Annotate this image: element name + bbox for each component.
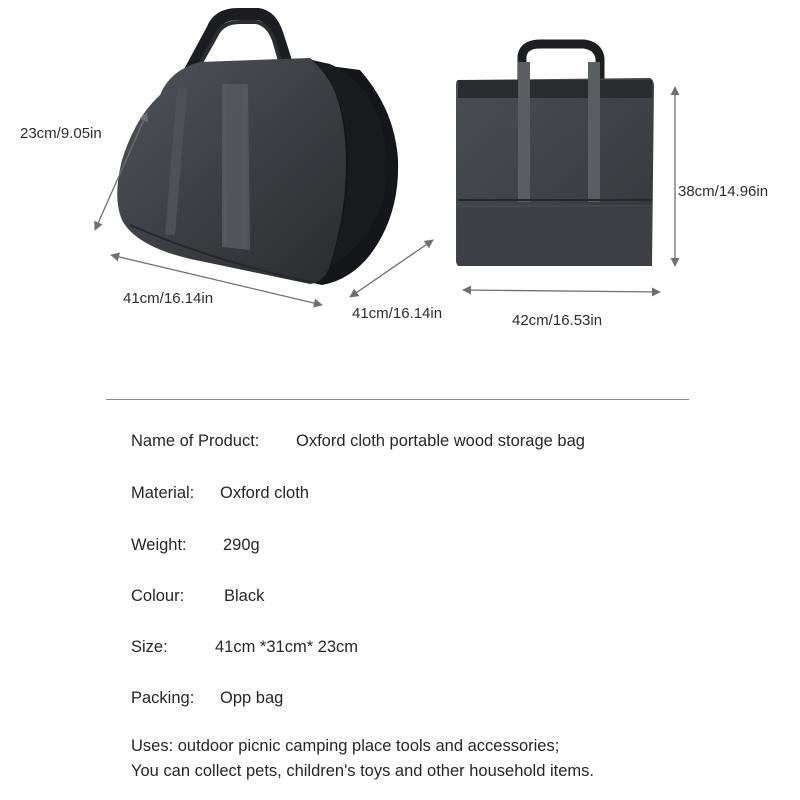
- dimension-width-flat: 42cm/16.53in: [512, 312, 603, 329]
- spec-weight: [131, 536, 260, 555]
- spec-product-value: Oxford cloth portable wood storage bag: [296, 432, 585, 450]
- dimension-height-open: 23cm/9.05in: [20, 125, 102, 142]
- spec-weight-label: Weight:: [131, 536, 187, 554]
- spec-packing-label: Packing:: [131, 689, 195, 707]
- uses-line-2: You can collect pets, children's toys and other household items.: [131, 762, 594, 780]
- dimension-length-open: 41cm/16.14in: [123, 290, 214, 307]
- uses-description: [131, 734, 594, 784]
- spec-material: [131, 484, 309, 503]
- spec-size-value: 41cm *31cm* 23cm: [215, 638, 359, 656]
- dimension-depth-open: 41cm/16.14in: [352, 305, 443, 322]
- section-divider: [106, 399, 689, 400]
- spec-weight-value: 290g: [223, 536, 260, 554]
- open-bag-image: [117, 14, 398, 285]
- dimension-height-flat: 38cm/14.96in: [678, 183, 769, 200]
- arrow-width-flat: [463, 290, 660, 292]
- spec-packing: [131, 689, 283, 708]
- flat-bag-image: [456, 44, 654, 266]
- spec-colour-label: Colour:: [131, 587, 185, 605]
- spec-product-label: Name of Product:: [131, 432, 260, 450]
- spec-colour-value: Black: [224, 587, 265, 605]
- spec-size: [131, 638, 358, 657]
- uses-line-1: Uses: outdoor picnic camping place tools and accessories;: [131, 737, 560, 755]
- spec-packing-value: Opp bag: [220, 689, 284, 707]
- spec-colour: [131, 587, 264, 606]
- spec-material-value: Oxford cloth: [220, 484, 309, 502]
- spec-size-label: Size:: [131, 638, 168, 656]
- spec-product: [131, 432, 585, 451]
- spec-material-label: Material:: [131, 484, 195, 502]
